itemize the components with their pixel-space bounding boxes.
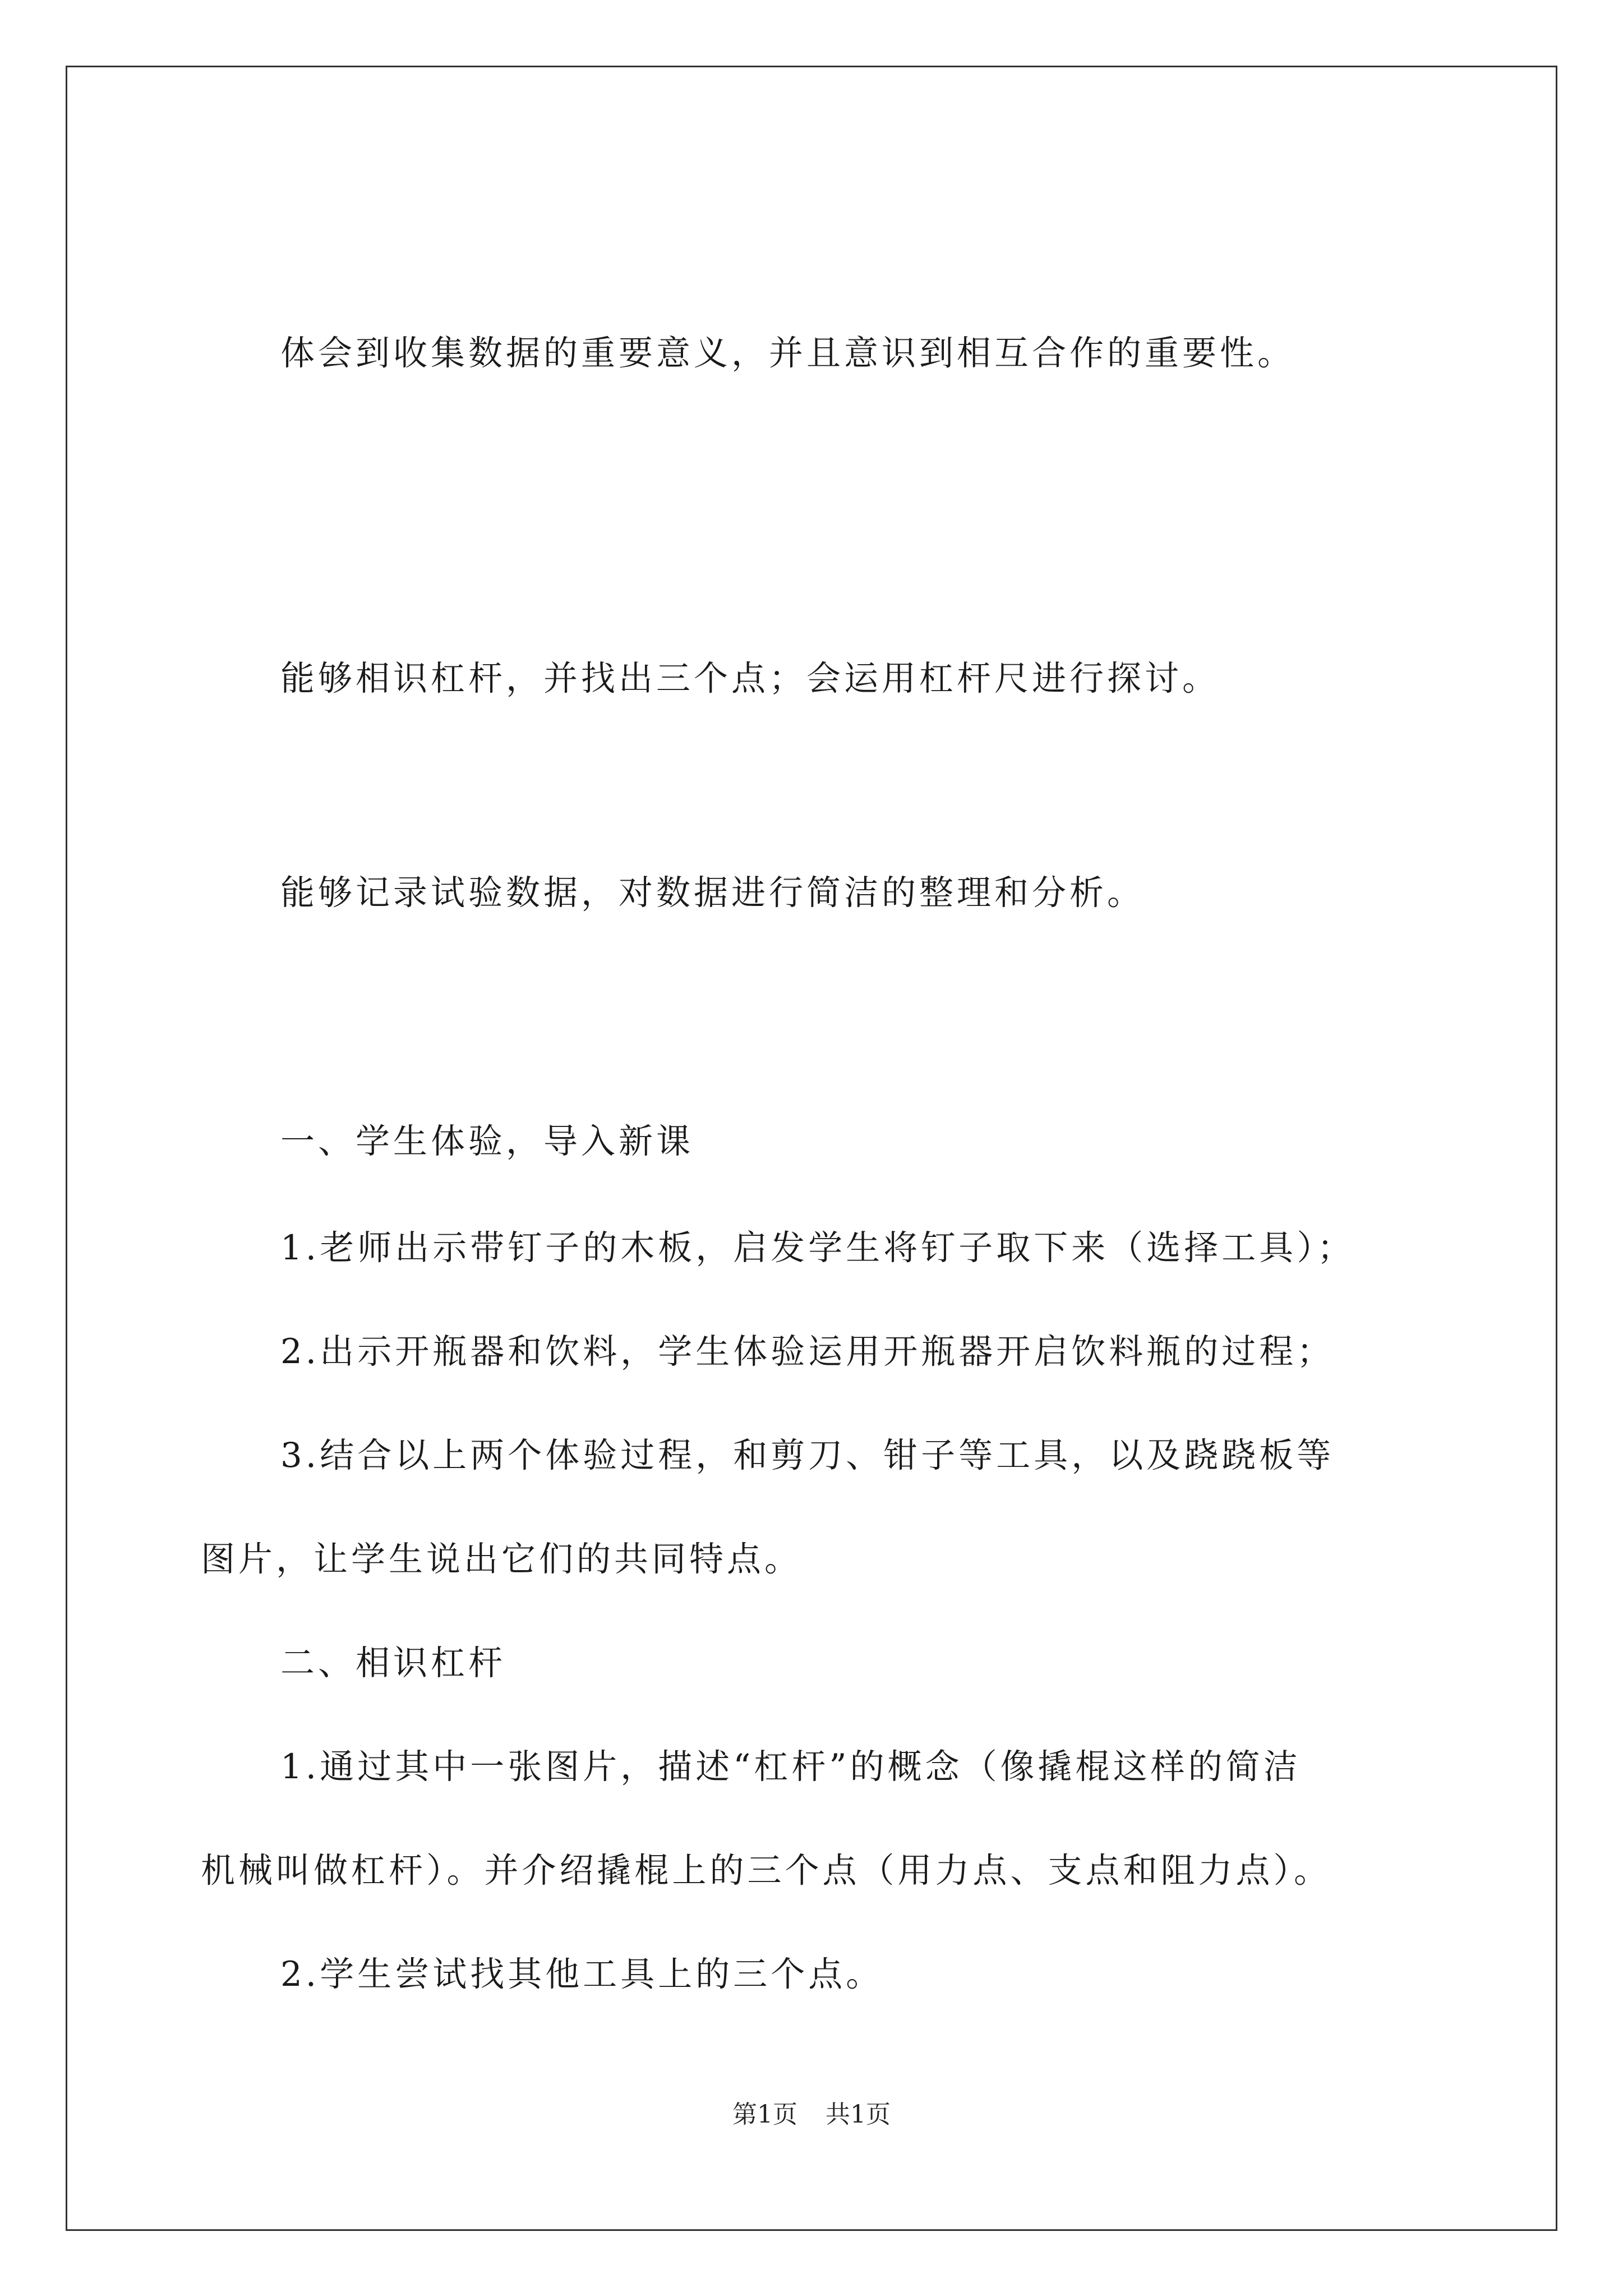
page-current: 第1页	[732, 2100, 797, 2129]
paragraph-8: 2.学生尝试找其他工具上的三个点。	[280, 1954, 884, 1994]
paragraph-6: 3.结合以上两个体验过程，和剪刀、钳子等工具，以及跷跷板等	[280, 1435, 1335, 1475]
page-footer	[0, 2098, 1623, 2132]
paragraph-3: 能够记录试验数据，对数据进行简洁的整理和分析。	[280, 873, 1145, 913]
paragraph-7-cont: 机械叫做杠杆）。并介绍撬棍上的三个点（用力点、支点和阻力点）。	[201, 1851, 1332, 1890]
paragraph-4: 1.老师出示带钉子的木板，启发学生将钉子取下来（选择工具）；	[280, 1228, 1355, 1268]
section-heading-2: 二、相识杠杆	[280, 1643, 506, 1683]
paragraph-1: 体会到收集数据的重要意义，并且意识到相互合作的重要性。	[280, 333, 1295, 373]
paragraph-6-cont: 图片，让学生说出它们的共同特点。	[201, 1539, 803, 1579]
paragraph-7: 1.通过其中一张图片，描述“杠杆”的概念（像撬棍这样的简洁	[280, 1747, 1301, 1787]
paragraph-2: 能够相识杠杆，并找出三个点；会运用杠杆尺进行探讨。	[280, 659, 1220, 698]
page-total: 共1页	[826, 2100, 891, 2129]
paragraph-5: 2.出示开瓶器和饮料，学生体验运用开瓶器开启饮料瓶的过程；	[280, 1332, 1335, 1372]
section-heading-1: 一、学生体验，导入新课	[280, 1121, 694, 1161]
